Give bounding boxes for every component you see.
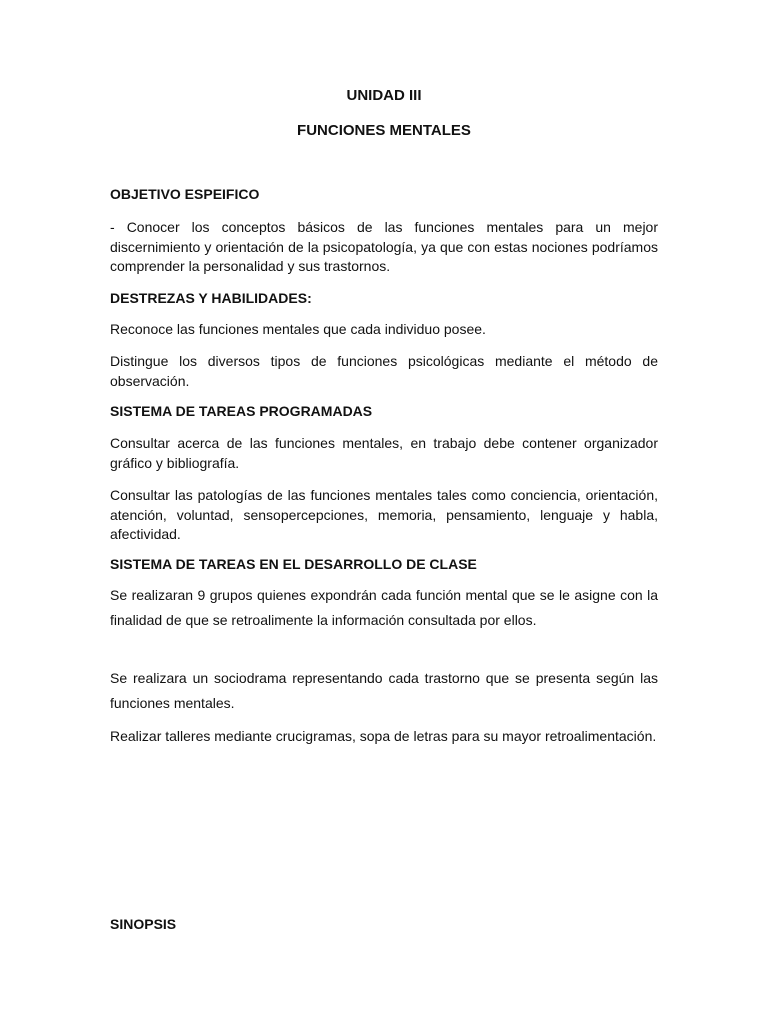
objective-heading: OBJETIVO ESPEIFICO: [110, 186, 260, 202]
programmed-task-item: Consultar las patologías de las funciones mentales tales como conciencia, orientación, atención, voluntad, sensopercepciones, memoria, pensamiento, lenguaje y habla, afectividad.: [110, 487, 658, 542]
synopsis-heading: SINOPSIS: [110, 916, 177, 932]
programmed-task-item: Consultar acerca de las funciones mentales, en trabajo debe contener organizador gráfico y bibliografía.: [110, 435, 658, 471]
programmed-tasks-heading: SISTEMA DE TAREAS PROGRAMADAS: [110, 403, 373, 419]
class-task-item: Se realizara un sociodrama representando cada trastorno que se presenta según las funciones mentales.: [110, 670, 658, 711]
class-task-item: Realizar talleres mediante crucigramas, sopa de letras para su mayor retroalimentación.: [110, 728, 657, 744]
objective-text: - Conocer los conceptos básicos de las funciones mentales para un mejor discernimiento y orientación de la psicopatología, ya que con estas nociones podríamos comprender la personalidad y sus trastornos.: [110, 219, 658, 274]
skill-item: Reconoce las funciones mentales que cada individuo posee.: [110, 321, 486, 337]
skills-heading: DESTREZAS Y HABILIDADES:: [110, 290, 312, 306]
skill-item: Distingue los diversos tipos de funciones psicológicas mediante el método de observación.: [110, 353, 658, 389]
unit-title: UNIDAD III: [346, 87, 422, 104]
class-tasks-heading: SISTEMA DE TAREAS EN EL DESARROLLO DE CLASE: [110, 556, 477, 572]
class-task-item: Se realizaran 9 grupos quienes expondrán cada función mental que se le asigne con la finalidad de que se retroalimente la información consultada por ellos.: [110, 587, 658, 628]
unit-subtitle: FUNCIONES MENTALES: [297, 122, 471, 139]
